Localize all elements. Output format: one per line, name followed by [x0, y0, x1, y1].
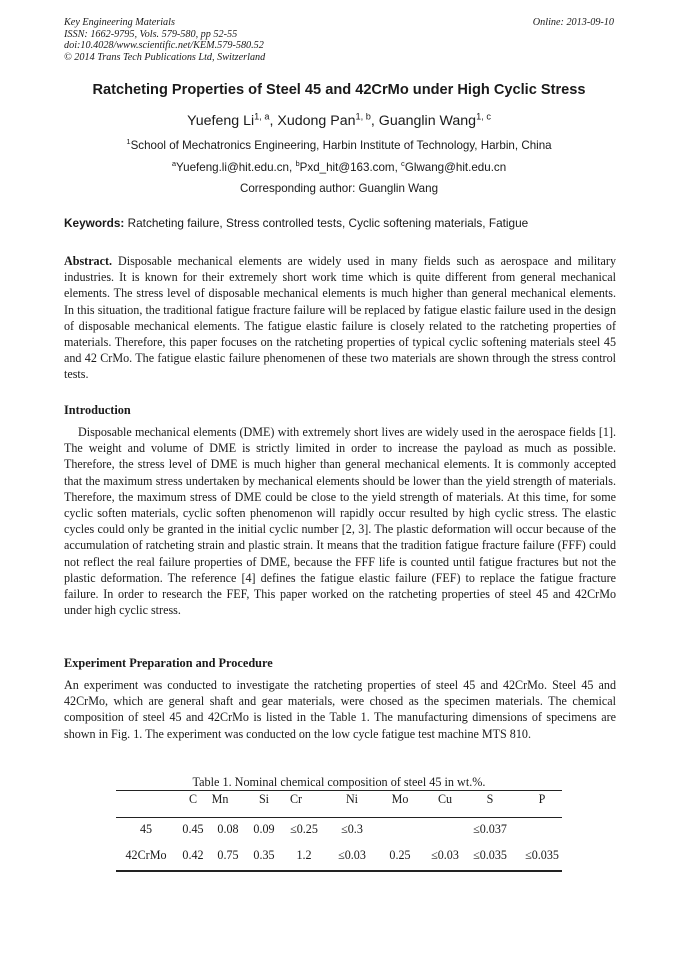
keywords: [64, 216, 616, 230]
section-heading-experiment: Experiment Preparation and Procedure: [64, 656, 273, 670]
column-header: Mn: [211, 792, 229, 806]
keywords-label: Keywords:: [64, 216, 125, 230]
abstract-text: Disposable mechanical elements are widely used in many fields such as aerospace and military industries. It is known for their extremely short work time which is quite different from general mechanical elements. The stress level of disposable mechanical elements is much higher than general mechanical elements. In this situation, the traditional fatigue fracture failure will be replaced by fatigue elastic failure used in the design of disposable mechanical elements. The fatigue elastic failure is closely related to the ratcheting properties of materials. Therefore, this paper focuses on the ratcheting properties of typical cyclic softening materials steel 45 and 42 CrMo. The fatigue elastic failure phenomenen of these two materials are shown through the stress control tests.: [64, 254, 616, 382]
column-header: P: [538, 792, 546, 806]
journal-name: Key Engineering Materials: [64, 17, 175, 28]
column-header: Mo: [391, 792, 409, 806]
email-sup: a: [171, 159, 177, 169]
composition-table: [116, 790, 562, 872]
running-header: [64, 17, 265, 63]
affiliation: [0, 139, 678, 152]
table-cell: ≤0.25: [290, 822, 318, 836]
corresponding-author: Corresponding author: Guanglin Wang: [239, 182, 439, 195]
author-list: Yuefeng Li$^{1, a}$, Xudong Pan$^{1, b}$, Guanglin Wang$^{1, c}$: [187, 111, 491, 129]
introduction-body: Disposable mechanical elements (DME) with extremely short lives are widely used in the aerospace fields [1]. The weight and volume of DME is strictly limited in order to increase the payload as much as possible. Therefore, the stress level of DME is much higher than general mechanical elements. It is commonly accepted that the maximum stress undertaken by mechanical elements should be lower than the yield strength of materials. Therefore, the maximum stress of DME could be close to the yield strength of materials. At this time, for some cyclic soften materials, cyclic soften phenomenon will rapidly occur resulted by high cyclic stress. The elastic cycles could only be granted in the initial cyclic number [2, 3]. The plastic deformation will occur because of the accumulation of ratcheting strain and plastic strain. It means that the tradition fatigue fracture failure (FFF) could not reflect the real failure properties of DME, because the FFF life is counted until fatigue fractures but not the plastic deformation. The reference [4] defines the fatigue elastic failure (FEF) to replace the fatigue fracture failure. In order to research the FEF, This paper worked on the ratcheting properties of steel 45 and 42CrMo under high cyclic stress.: [64, 425, 616, 618]
table-cell: 45: [139, 822, 153, 836]
email-sup: b: [295, 159, 300, 169]
author-sup: 1, b: [355, 111, 371, 122]
experiment-body: An experiment was conducted to investigate the ratcheting properties of steel 45 and 42CrMo. Steel 45 and 42CrMo, which are general shaft and gear materials, were chosed as the specimen materials. The chemical composition of steel 45 and 42CrMo is listed in the Table 1. The manufacturing dimensions of specimens are shown in Fig. 1. The experiment was conducted on the low cycle fatigue test machine MTS 810.: [64, 678, 616, 741]
table-cell: 0.75: [217, 848, 239, 862]
affiliation-text: School of Mechatronics Engineering, Harbin Institute of Technology, Harbin, China: [130, 139, 552, 152]
email-line: $^a$Yuefeng.li@hit.edu.cn, $^b$Pxd_hit@163.com, $^c$Glwang@hit.edu.cn: [171, 159, 507, 174]
email-link[interactable]: Glwang@hit.edu.cn: [404, 161, 507, 174]
table-cell: 0.08: [217, 822, 239, 836]
affiliation-sup: 1: [126, 137, 131, 147]
table-cell: 0.09: [253, 822, 275, 836]
table-cell: ≤0.035: [473, 848, 507, 862]
table-cell: ≤0.037: [473, 822, 507, 836]
issn-line: ISSN: 1662-9795, Vols. 579-580, pp 52-55: [64, 28, 238, 40]
table-row: [116, 818, 562, 844]
table-header-row: [116, 791, 562, 817]
table-cell: ≤0.03: [338, 848, 366, 862]
doi-line: doi:10.4028/www.scientific.net/KEM.579-580.52: [64, 40, 264, 51]
table-cell: 42CrMo: [125, 848, 167, 862]
table-cell: 0.35: [253, 848, 275, 862]
keywords-text: Ratcheting failure, Stress controlled tests, Cyclic softening materials, Fatigue: [127, 216, 529, 230]
author-name: Yuefeng Li: [187, 113, 255, 129]
table-cell: ≤0.3: [341, 822, 363, 836]
table-cell: ≤0.035: [525, 848, 559, 862]
table-row: [116, 844, 562, 870]
column-header: Ni: [345, 792, 359, 806]
column-header: C: [188, 792, 198, 806]
abstract-label: Abstract.: [64, 254, 113, 268]
author-sup: 1, a: [254, 111, 270, 122]
table-cell: 0.42: [182, 848, 204, 862]
section-heading-introduction: Introduction: [64, 403, 131, 417]
table-cell: 0.45: [182, 822, 204, 836]
email-link[interactable]: Yuefeng.li@hit.edu.cn: [176, 161, 290, 174]
online-date: Online: 2013-09-10: [532, 17, 614, 28]
author-name: Xudong Pan: [277, 113, 356, 129]
table-bottom-rule: [116, 870, 562, 872]
table-cell: 0.25: [389, 848, 411, 862]
email-sup: c: [401, 159, 405, 169]
paper-title: Ratcheting Properties of Steel 45 and 42CrMo under High Cyclic Stress: [92, 82, 586, 98]
author-sup: 1, c: [476, 111, 491, 122]
author-name: Guanglin Wang: [378, 113, 477, 129]
table-caption: Table 1. Nominal chemical composition of steel 45 in wt.%.: [192, 775, 486, 789]
table-cell: ≤0.03: [431, 848, 459, 862]
copyright-line: © 2014 Trans Tech Publications Ltd, Switzerland: [64, 51, 266, 63]
column-header: S: [486, 792, 494, 806]
column-header: Si: [258, 792, 270, 806]
abstract: [64, 253, 616, 383]
table-cell: 1.2: [296, 848, 312, 862]
column-header: Cu: [437, 792, 453, 806]
column-header: Cr: [289, 792, 303, 806]
email-link[interactable]: Pxd_hit@163.com: [299, 161, 395, 174]
